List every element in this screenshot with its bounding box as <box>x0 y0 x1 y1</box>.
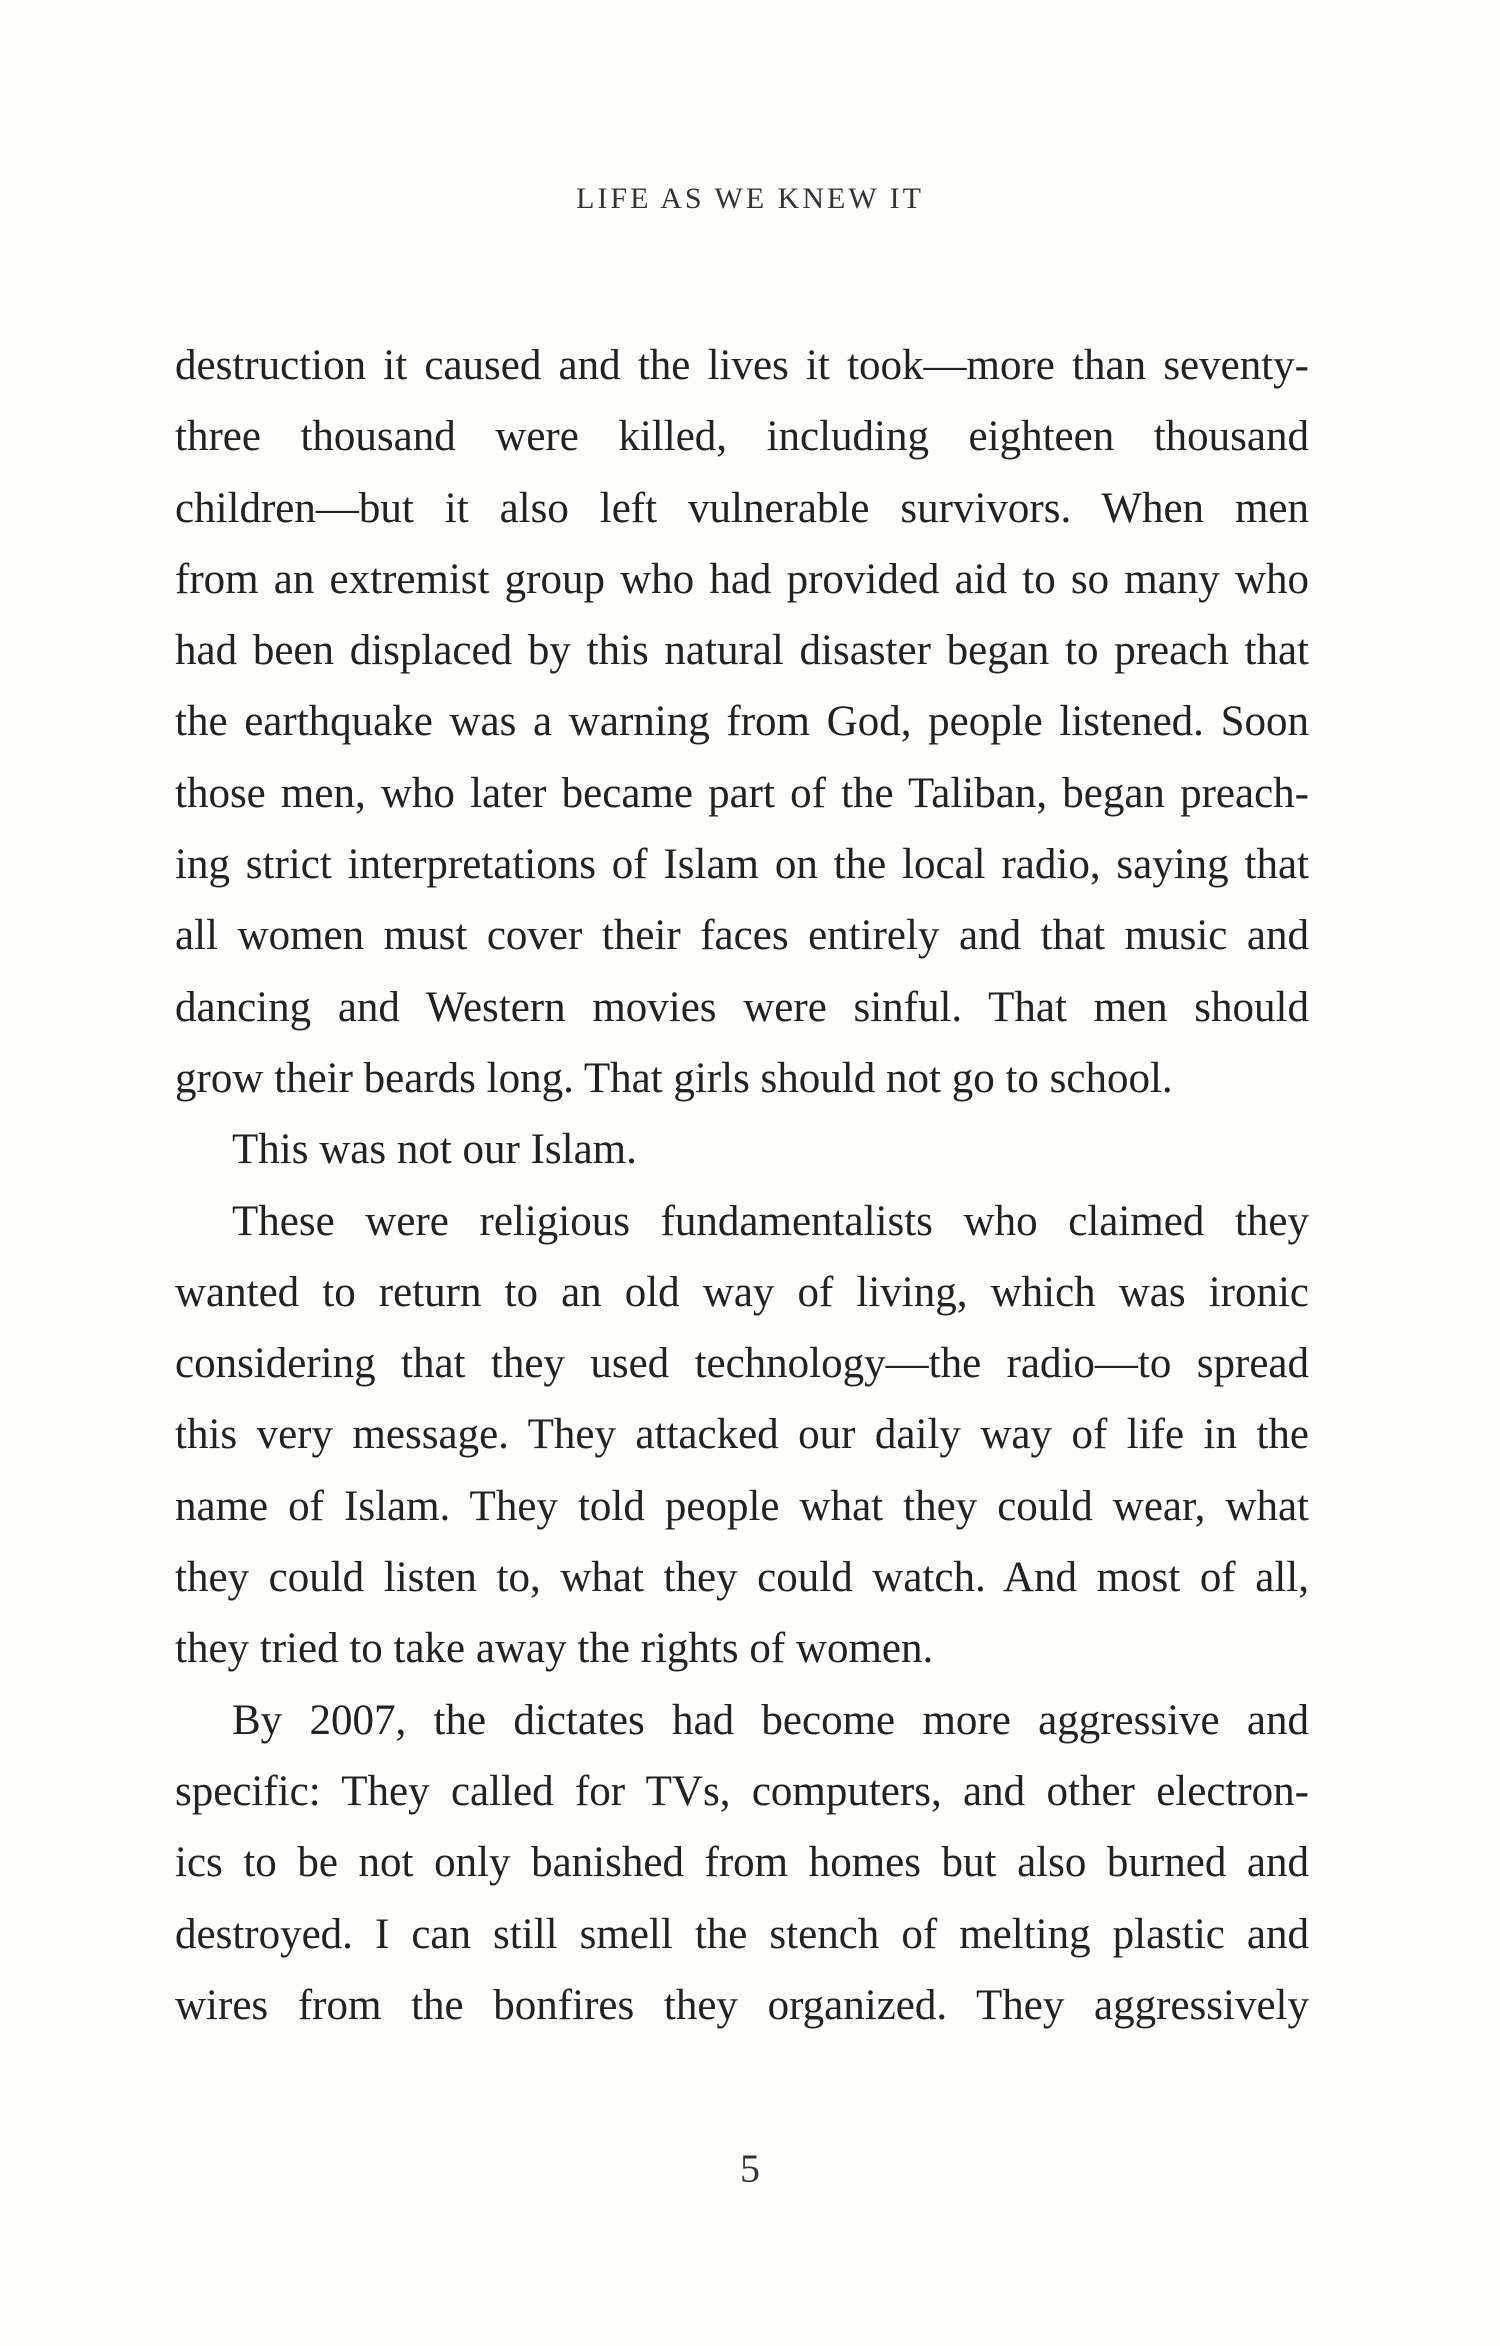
text-line: By 2007, the dictates had become more aggressive and <box>232 1696 1309 1744</box>
text-line: specific: They called for TVs, computers, and other electron- <box>175 1767 1309 1815</box>
text-line: These were religious fundamentalists who claimed they <box>232 1197 1309 1245</box>
paragraph <box>175 1186 1309 1685</box>
text-line: children—but it also left vulnerable survivors. When men <box>175 484 1309 532</box>
paragraph <box>175 1114 1309 1185</box>
text-line: This was not our Islam. <box>232 1126 637 1174</box>
text-line: this very message. They attacked our daily way of life in the <box>175 1411 1309 1459</box>
text-line: three thousand were killed, including eighteen thousand <box>175 413 1309 461</box>
text-line: dancing and Western movies were sinful. That men should <box>175 983 1309 1031</box>
text-line: considering that they used technology—the radio—to spread <box>175 1340 1309 1388</box>
text-line: ics to be not only banished from homes but also burned and <box>175 1839 1309 1887</box>
text-line: all women must cover their faces entirely and that music and <box>175 912 1309 960</box>
text-line: name of Islam. They told people what they could wear, what <box>175 1482 1309 1530</box>
text-line: had been displaced by this natural disaster began to preach that <box>175 627 1309 675</box>
paragraph <box>175 1685 1309 2041</box>
text-line: those men, who later became part of the Taliban, began preach- <box>175 769 1309 817</box>
text-line: from an extremist group who had provided aid to so many who <box>175 555 1309 603</box>
text-line: they could listen to, what they could watch. And most of all, <box>175 1554 1309 1602</box>
text-line: they tried to take away the rights of women. <box>175 1625 934 1673</box>
page-number: 5 <box>740 2146 760 2191</box>
text-line: wires from the bonfires they organized. They aggressively <box>175 1981 1309 2029</box>
text-line: the earthquake was a warning from God, people listened. Soon <box>175 698 1309 746</box>
text-line: destroyed. I can still smell the stench of melting plastic and <box>175 1910 1309 1958</box>
text-line: wanted to return to an old way of living, which was ironic <box>175 1268 1309 1316</box>
body-text <box>175 330 1309 2041</box>
text-line: ing strict interpretations of Islam on the local radio, saying that <box>175 841 1309 889</box>
paragraph <box>175 330 1309 1114</box>
text-line: grow their beards long. That girls should not go to school. <box>175 1054 1173 1102</box>
text-line: destruction it caused and the lives it took—more than seventy- <box>175 342 1309 389</box>
running-head: LIFE AS WE KNEW IT <box>576 182 924 215</box>
